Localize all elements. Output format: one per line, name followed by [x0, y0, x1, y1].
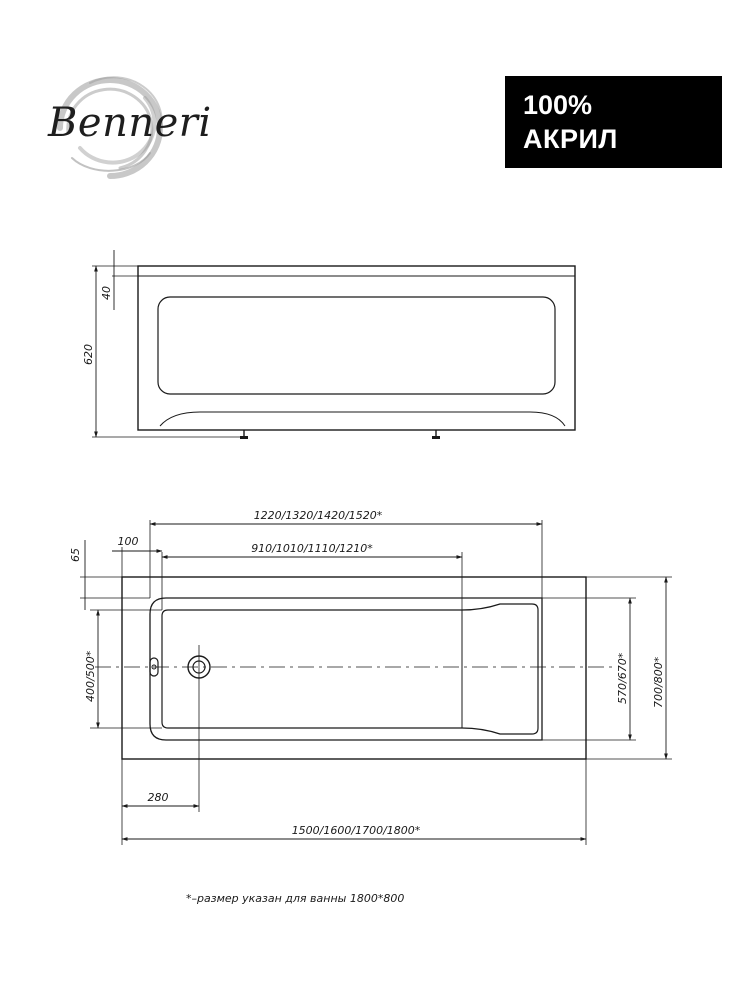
inner-bowl-outline	[150, 598, 542, 740]
dim-outer-length-label: 1500/1600/1700/1800*	[291, 824, 421, 837]
dim-outer-width-label: 700/800*	[652, 656, 665, 708]
front-leg-left	[240, 430, 248, 439]
dim-rim-label: 40	[100, 286, 113, 300]
dim-inner-length-label: 1220/1320/1420/1520*	[253, 509, 383, 522]
top-view	[69, 509, 672, 845]
dim-height-label: 620	[82, 344, 95, 365]
brand-name: Benneri	[48, 100, 212, 146]
badge-material: АКРИЛ	[523, 124, 618, 154]
base-contour	[160, 412, 565, 426]
dim-bottom-length-label: 910/1010/1110/1210*	[251, 542, 373, 555]
front-panel-outline	[138, 266, 575, 430]
dim-bottom-width-label: 400/500*	[84, 650, 97, 702]
badge-percent: 100%	[523, 90, 593, 120]
footnote: *–размер указан для ванны 1800*800	[186, 892, 405, 905]
dim-offset-100-label: 100	[117, 535, 139, 548]
dim-offset-65-label: 65	[69, 548, 82, 562]
dim-drain-label: 280	[147, 791, 169, 804]
front-panel-recess	[158, 297, 555, 394]
bowl-bottom-outline	[162, 604, 538, 734]
front-leg-right	[432, 430, 440, 439]
dim-inner-width-label: 570/670*	[616, 652, 629, 704]
front-view	[82, 250, 575, 439]
